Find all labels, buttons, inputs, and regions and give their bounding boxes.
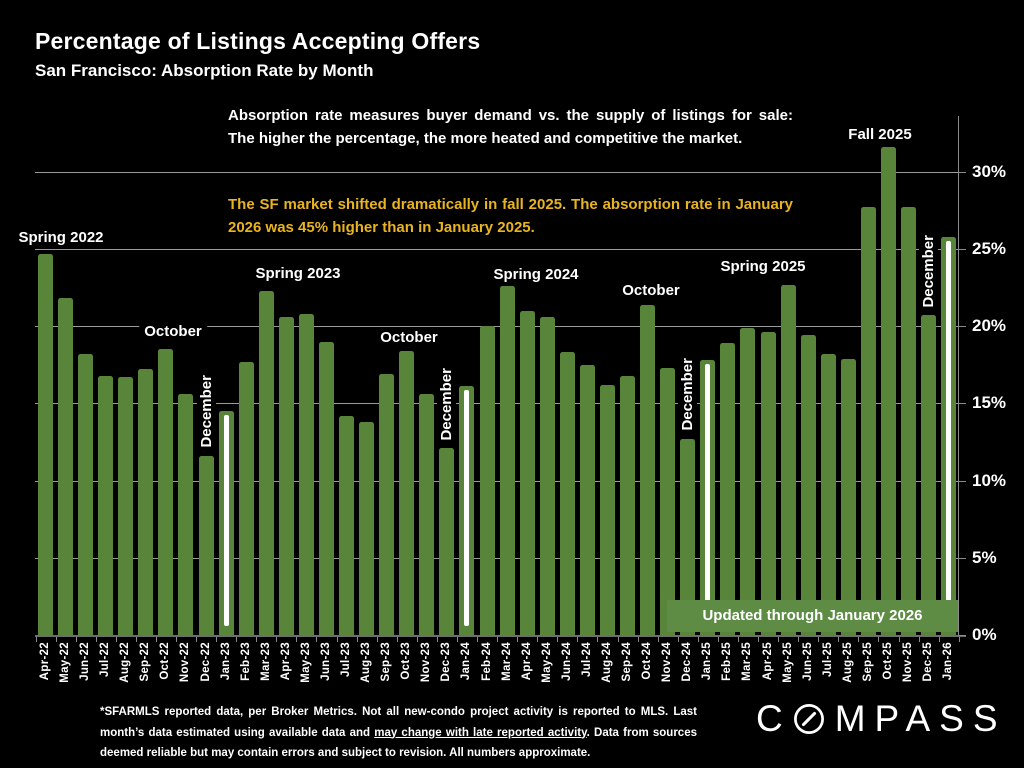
- y-axis-label-15%: 15%: [972, 393, 1007, 413]
- x-axis-label-Nov-22: Nov-22: [179, 642, 192, 683]
- x-tickmark: [838, 637, 839, 642]
- x-tickmark: [638, 637, 639, 642]
- disclaimer-text: [100, 702, 697, 764]
- x-tickmark: [858, 637, 859, 642]
- x-axis-label-Dec-23: Dec-23: [440, 642, 453, 682]
- bar-Jun-25: [801, 335, 816, 635]
- x-axis-label-Jul-22: Jul-22: [99, 642, 112, 678]
- x-tickmark: [236, 637, 237, 642]
- x-axis-label-Mar-23: Mar-23: [259, 642, 272, 681]
- x-tickmark: [557, 637, 558, 642]
- bar-Jun-24: [560, 352, 575, 635]
- x-axis-label-Oct-23: Oct-23: [400, 642, 413, 680]
- bar-Oct-25: [881, 147, 896, 635]
- bar-Aug-23: [359, 422, 374, 635]
- market-shift-note: The SF market shifted dramatically in fall 2025. The absorption rate in January 2026 was 45% higher than in January 2025.: [228, 194, 793, 239]
- x-tickmark: [497, 637, 498, 642]
- x-axis-label-Dec-22: Dec-22: [199, 642, 212, 682]
- x-tickmark: [939, 637, 940, 642]
- bar-Oct-23: [399, 351, 414, 635]
- x-axis-label-Nov-23: Nov-23: [420, 642, 433, 683]
- x-tickmark: [76, 637, 77, 642]
- x-axis-label-Feb-25: Feb-25: [721, 642, 734, 681]
- x-axis-label-Aug-25: Aug-25: [841, 642, 854, 683]
- december-label-Dec-24: December: [679, 358, 697, 431]
- january-highlight-stripe-Jan-24: [464, 390, 469, 626]
- y-axis-label-10%: 10%: [972, 470, 1007, 490]
- x-axis-label-Jun-22: Jun-22: [79, 642, 92, 681]
- x-axis-label-Aug-22: Aug-22: [119, 642, 132, 683]
- x-axis-label-Apr-22: Apr-22: [39, 642, 51, 681]
- january-highlight-stripe-Jan-23: [224, 415, 229, 626]
- updated-through-banner: Updated through January 2026: [667, 600, 958, 632]
- x-tickmark: [878, 637, 879, 642]
- x-axis-label-Jan-25: Jan-25: [701, 642, 714, 681]
- x-axis-label-Oct-24: Oct-24: [641, 642, 654, 680]
- page-subtitle: San Francisco: Absorption Rate by Month: [35, 61, 374, 80]
- x-tickmark: [196, 637, 197, 642]
- x-axis-label-Jul-24: Jul-24: [580, 642, 593, 678]
- compass-logo-suffix: MPASS: [834, 698, 1007, 739]
- y-axis-label-0%: 0%: [972, 625, 997, 644]
- x-axis-label-Sep-24: Sep-24: [621, 642, 634, 682]
- bar-Oct-22: [158, 349, 173, 635]
- y-tickmark-5%: [958, 558, 966, 559]
- x-axis-label-Aug-23: Aug-23: [360, 642, 373, 683]
- x-tickmark: [377, 637, 378, 642]
- january-highlight-stripe-Jan-25: [705, 364, 710, 626]
- x-axis-label-Jun-24: Jun-24: [560, 642, 573, 681]
- bar-Jul-25: [821, 354, 836, 635]
- bar-Jul-22: [98, 376, 113, 635]
- x-tickmark: [738, 637, 739, 642]
- bar-Nov-22: [178, 394, 193, 635]
- x-tickmark: [276, 637, 277, 642]
- x-axis-label-Jul-25: Jul-25: [821, 642, 834, 678]
- bar-May-25: [781, 285, 796, 635]
- x-tickmark: [136, 637, 137, 642]
- x-tickmark: [577, 637, 578, 642]
- disclaimer-underlined: may change with late reported activity: [374, 726, 587, 739]
- x-tickmark: [296, 637, 297, 642]
- disclaimer-part1: *SFARMLS reported data, per Broker Metrics. Not all new-condo project activity is reported to MLS. Last month’s data estimated using available data and: [100, 706, 697, 739]
- callout-october-Oct-23: October: [375, 328, 443, 347]
- bar-Sep-24: [620, 376, 635, 635]
- x-axis-label-Jun-23: Jun-23: [319, 642, 332, 681]
- bar-Jan-25: [700, 360, 715, 635]
- x-tickmark: [316, 637, 317, 642]
- x-axis-label-Jul-23: Jul-23: [340, 642, 353, 678]
- x-tickmark: [618, 637, 619, 642]
- x-axis-label-Jan-26: Jan-26: [942, 642, 955, 681]
- y-axis-label-25%: 25%: [972, 239, 1007, 258]
- january-highlight-stripe-Jan-26: [946, 241, 951, 626]
- x-tickmark: [477, 637, 478, 642]
- y-tickmark-0%: [958, 635, 966, 636]
- x-tickmark: [457, 637, 458, 642]
- bar-Apr-25: [761, 332, 776, 635]
- x-tickmark: [919, 637, 920, 642]
- bar-Feb-23: [239, 362, 254, 635]
- x-tickmark: [256, 637, 257, 642]
- definition-note: Absorption rate measures buyer demand vs. the supply of listings for sale: The higher the percentage, the more heated and competitive the market.: [228, 103, 793, 154]
- x-tickmark: [397, 637, 398, 642]
- bar-Oct-24: [640, 305, 655, 635]
- bar-Nov-25: [901, 207, 916, 635]
- x-tickmark: [698, 637, 699, 642]
- callout-spring-2024-Mar-24: Spring 2024: [488, 265, 583, 284]
- x-axis-label-Jan-24: Jan-24: [460, 642, 473, 681]
- x-tickmark: [116, 637, 117, 642]
- bar-Apr-24: [520, 311, 535, 635]
- x-tickmark: [56, 637, 57, 642]
- callout-spring-2023-Mar-23: Spring 2023: [250, 264, 345, 283]
- x-tickmark: [778, 637, 779, 642]
- x-tickmark: [537, 637, 538, 642]
- x-tickmark: [798, 637, 799, 642]
- bar-Nov-23: [419, 394, 434, 635]
- callout-spring-2025-May-25: Spring 2025: [715, 257, 810, 276]
- bar-Aug-25: [841, 359, 856, 635]
- compass-logo: [756, 698, 1007, 740]
- december-label-Dec-23: December: [438, 367, 456, 441]
- bar-Dec-23: [439, 448, 454, 635]
- x-axis-label-Sep-25: Sep-25: [861, 642, 874, 682]
- x-axis-label-Apr-24: Apr-24: [520, 642, 533, 681]
- bar-Jun-22: [78, 354, 93, 635]
- compass-logo-prefix: C: [756, 698, 792, 739]
- x-axis-label-Oct-22: Oct-22: [159, 642, 172, 680]
- bar-Apr-22: [38, 254, 53, 635]
- x-axis-line: [35, 635, 966, 637]
- x-tickmark: [156, 637, 157, 642]
- bar-Jul-24: [580, 365, 595, 635]
- y-axis-label-20%: 20%: [972, 316, 1007, 336]
- x-tickmark: [959, 637, 960, 642]
- y-tickmark-30%: [958, 172, 966, 173]
- x-tickmark: [216, 637, 217, 642]
- x-axis-label-Apr-25: Apr-25: [761, 642, 774, 681]
- bar-Feb-24: [480, 326, 495, 635]
- callout-spring-2022-Apr-22: Spring 2022: [13, 228, 108, 247]
- callout-october-Oct-24: October: [617, 281, 685, 300]
- x-axis-label-Feb-24: Feb-24: [480, 642, 493, 681]
- december-label-Dec-25: December: [920, 234, 938, 308]
- x-axis-label-May-25: May-25: [781, 642, 794, 683]
- x-tickmark: [36, 637, 37, 642]
- x-axis-label-May-24: May-24: [540, 642, 553, 683]
- bar-Mar-23: [259, 291, 274, 635]
- bar-Feb-25: [720, 343, 735, 635]
- x-axis-label-Sep-23: Sep-23: [380, 642, 393, 682]
- x-tickmark: [176, 637, 177, 642]
- x-axis-label-Sep-22: Sep-22: [139, 642, 152, 682]
- gridline-5%: [35, 558, 958, 559]
- disclaimer-part2: . Data from sources deemed reliable but may contain errors and subject to revision. All numbers approximate.: [100, 726, 697, 759]
- x-axis-label-May-22: May-22: [59, 642, 72, 683]
- december-label-Dec-22: December: [197, 375, 215, 448]
- y-axis-label-30%: 30%: [972, 161, 1007, 181]
- x-tickmark: [658, 637, 659, 642]
- x-tickmark: [718, 637, 719, 642]
- x-tickmark: [899, 637, 900, 642]
- x-axis-label-Dec-24: Dec-24: [681, 642, 694, 682]
- chart-plot-area: [18, 90, 966, 683]
- bar-Jan-24: [459, 386, 474, 635]
- x-axis-label-Dec-25: Dec-25: [922, 642, 935, 682]
- bar-Sep-22: [138, 369, 153, 635]
- x-axis-label-Oct-25: Oct-25: [881, 642, 894, 680]
- x-axis-label-Apr-23: Apr-23: [279, 642, 292, 681]
- x-tickmark: [357, 637, 358, 642]
- bar-Aug-24: [600, 385, 615, 635]
- gridline-30%: [35, 172, 958, 173]
- x-axis-label-Aug-24: Aug-24: [600, 642, 613, 683]
- x-tickmark: [96, 637, 97, 642]
- x-tickmark: [818, 637, 819, 642]
- bar-Mar-25: [740, 328, 755, 635]
- x-axis-label-Feb-23: Feb-23: [239, 642, 252, 681]
- bar-Apr-23: [279, 317, 294, 635]
- x-axis-label-Nov-25: Nov-25: [902, 642, 914, 683]
- bar-Jan-23: [219, 411, 234, 635]
- callout-october-Oct-22: October: [139, 322, 207, 341]
- y-tickmark-10%: [958, 481, 966, 482]
- x-axis-label-Jan-23: Jan-23: [219, 642, 232, 681]
- y-axis-label-5%: 5%: [972, 547, 997, 567]
- bar-Dec-25: [921, 315, 936, 635]
- x-tickmark: [417, 637, 418, 642]
- gridline-25%: [35, 249, 958, 250]
- bar-Dec-22: [199, 456, 214, 635]
- x-tickmark: [517, 637, 518, 642]
- compass-o-icon: [792, 702, 826, 736]
- bar-May-24: [540, 317, 555, 635]
- bar-May-23: [299, 314, 314, 635]
- y-tickmark-25%: [958, 249, 966, 250]
- bar-Aug-22: [118, 377, 133, 635]
- bar-Mar-24: [500, 286, 515, 635]
- x-tickmark: [337, 637, 338, 642]
- bar-Jan-26: [941, 237, 956, 635]
- x-axis-label-Nov-24: Nov-24: [661, 642, 674, 683]
- bar-Sep-25: [861, 207, 876, 635]
- bar-Jun-23: [319, 342, 334, 635]
- page-title: Percentage of Listings Accepting Offers: [35, 28, 481, 54]
- bar-May-22: [58, 298, 73, 635]
- x-axis-label-Jun-25: Jun-25: [801, 642, 814, 681]
- x-tickmark: [678, 637, 679, 642]
- x-tickmark: [437, 637, 438, 642]
- bar-Nov-24: [660, 368, 675, 635]
- x-axis-label-May-23: May-23: [299, 642, 312, 683]
- gridline-15%: [35, 403, 958, 404]
- x-tickmark: [597, 637, 598, 642]
- x-axis-label-Mar-24: Mar-24: [500, 642, 513, 681]
- gridline-10%: [35, 481, 958, 482]
- y-tickmark-20%: [958, 326, 966, 327]
- x-tickmark: [758, 637, 759, 642]
- bar-Jul-23: [339, 416, 354, 635]
- y-tickmark-15%: [958, 403, 966, 404]
- bar-Sep-23: [379, 374, 394, 635]
- callout-fall-2025-Oct-25: Fall 2025: [843, 125, 916, 144]
- x-axis-label-Mar-25: Mar-25: [741, 642, 754, 681]
